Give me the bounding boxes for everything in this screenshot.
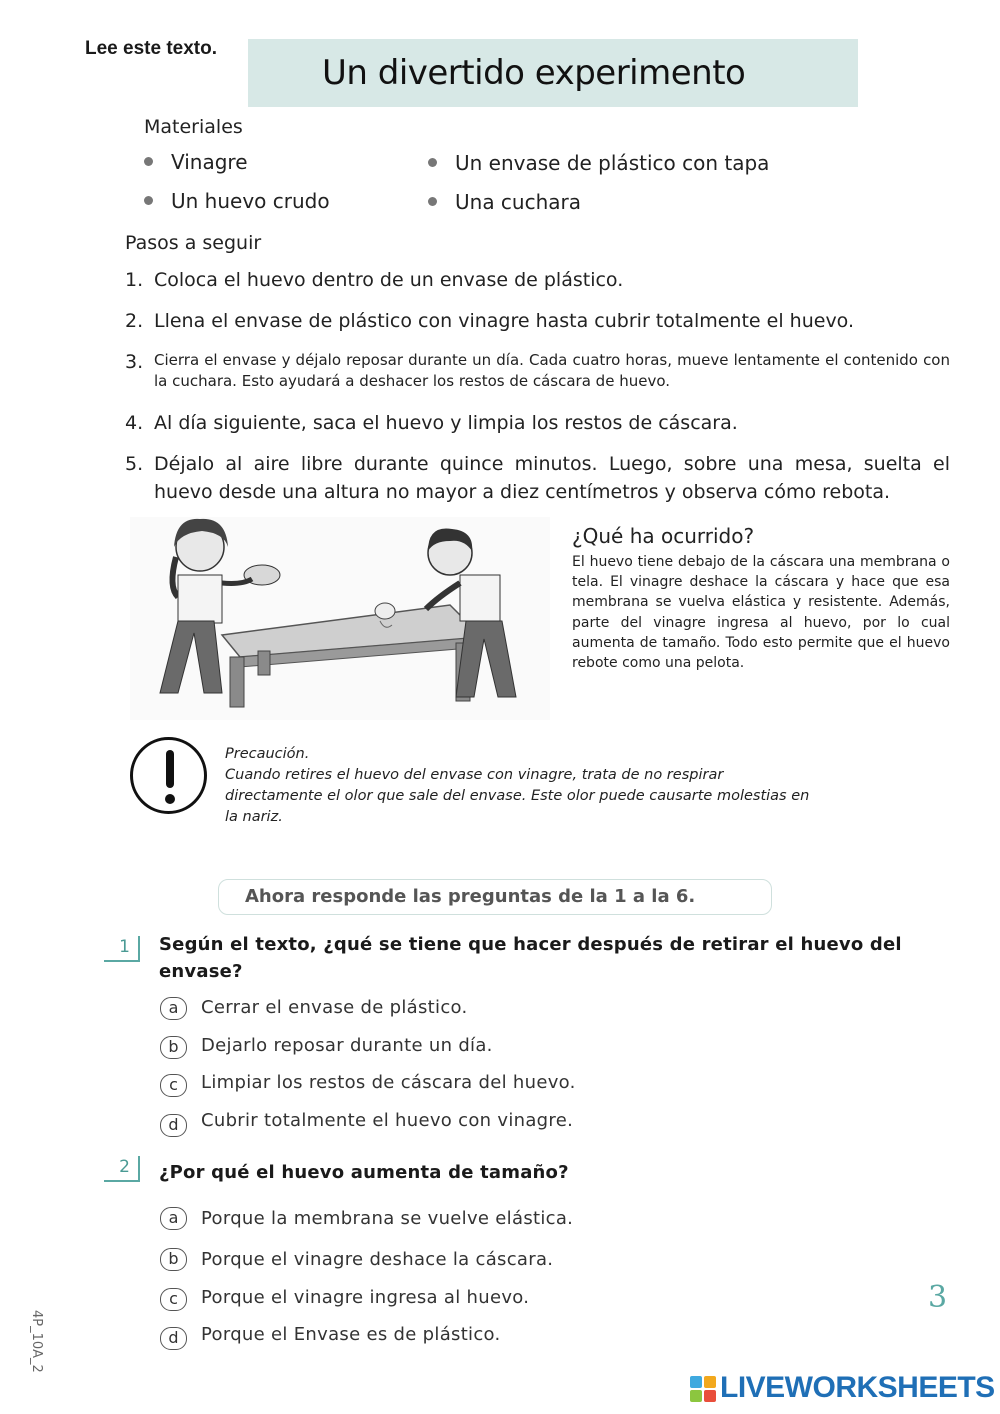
questions-banner bbox=[218, 879, 772, 915]
material-item: Una cuchara bbox=[428, 190, 581, 214]
step-item: 5. Déjalo al aire libre durante quince minutos. Luego, sobre una mesa, suelta el huevo desde una altura no mayor a diez centímetros y observa cómo rebota. bbox=[125, 453, 950, 503]
material-item: Un huevo crudo bbox=[144, 189, 330, 213]
step-item: 2. Llena el envase de plástico con vinagre hasta cubrir totalmente el huevo. bbox=[125, 310, 855, 332]
logo-icon bbox=[690, 1376, 716, 1402]
option-letter-d[interactable]: d bbox=[160, 1327, 187, 1350]
materials-label: Materiales bbox=[144, 116, 243, 138]
option-text[interactable]: Porque el Envase es de plástico. bbox=[201, 1324, 501, 1345]
page-title: Un divertido experimento bbox=[322, 53, 746, 93]
option-letter-a[interactable]: a bbox=[160, 1207, 187, 1230]
children-table-illustration bbox=[130, 517, 550, 720]
bullet-icon bbox=[144, 196, 153, 205]
bullet-icon bbox=[428, 158, 437, 167]
step-item: 3. Cierra el envase y déjalo reposar durante un día. Cada cuatro horas, mueve lentamente el contenido con la cuchara. Esto ayudará a deshacer los restos de cáscara de huevo. bbox=[125, 351, 950, 390]
explanation-title: ¿Qué ha ocurrido? bbox=[572, 524, 755, 548]
bullet-icon bbox=[428, 197, 437, 206]
option-text[interactable]: Porque la membrana se vuelve elástica. bbox=[201, 1208, 574, 1229]
option-text[interactable]: Cerrar el envase de plástico. bbox=[201, 997, 468, 1018]
option-letter-a[interactable]: a bbox=[160, 997, 187, 1020]
caution-note bbox=[225, 744, 825, 828]
option-letter-b[interactable]: b bbox=[160, 1248, 187, 1271]
question-text: ¿Por qué el huevo aumenta de tamaño? bbox=[159, 1162, 569, 1183]
option-letter-c[interactable]: c bbox=[160, 1074, 187, 1097]
explanation-body: El huevo tiene debajo de la cáscara una membrana o tela. El vinagre deshace la cáscara y hace que esa membrana se vuelva elástica y resistente. Además, parte del vinagre ingresa al huevo, por lo cual aumenta de tamaño. Todo esto permite que el huevo rebote como una pelota. bbox=[572, 554, 950, 672]
instruction-label: Lee este texto. bbox=[85, 38, 217, 59]
option-letter-d[interactable]: d bbox=[160, 1114, 187, 1137]
exclamation-icon bbox=[130, 737, 207, 814]
material-item: Vinagre bbox=[144, 150, 248, 174]
option-letter-c[interactable]: c bbox=[160, 1288, 187, 1311]
step-item: 4. Al día siguiente, saca el huevo y limpia los restos de cáscara. bbox=[125, 412, 738, 434]
logo-text: LIVEWORKSHEETS bbox=[720, 1371, 995, 1404]
material-item: Un envase de plástico con tapa bbox=[428, 151, 769, 175]
questions-banner-text: Ahora responde las preguntas de la 1 a la 6. bbox=[245, 886, 696, 907]
question-number-badge: 2 bbox=[104, 1156, 140, 1182]
steps-label: Pasos a seguir bbox=[125, 232, 262, 254]
option-text[interactable]: Porque el vinagre deshace la cáscara. bbox=[201, 1249, 554, 1270]
egg-figure bbox=[375, 603, 395, 619]
caution-title: Precaución. bbox=[225, 746, 310, 762]
caution-body: Cuando retires el huevo del envase con vinagre, trata de no respirar directamente el olor que sale del envase. Este olor puede causarte molestias en la nariz. bbox=[225, 767, 810, 825]
option-text[interactable]: Limpiar los restos de cáscara del huevo. bbox=[201, 1072, 576, 1093]
step-item: 1. Coloca el huevo dentro de un envase de plástico. bbox=[125, 269, 624, 291]
bullet-icon bbox=[144, 157, 153, 166]
worksheet-code: 4P_10A_2 bbox=[29, 1310, 44, 1373]
option-text[interactable]: Dejarlo reposar durante un día. bbox=[201, 1035, 493, 1056]
option-text[interactable]: Cubrir totalmente el huevo con vinagre. bbox=[201, 1110, 574, 1131]
option-text[interactable]: Porque el vinagre ingresa al huevo. bbox=[201, 1287, 530, 1308]
question-number-badge: 1 bbox=[104, 936, 140, 962]
title-banner bbox=[248, 39, 858, 107]
option-letter-b[interactable]: b bbox=[160, 1036, 187, 1059]
page-number: 3 bbox=[928, 1280, 948, 1315]
question-text: Según el texto, ¿qué se tiene que hacer después de retirar el huevo del envase? bbox=[159, 934, 902, 982]
